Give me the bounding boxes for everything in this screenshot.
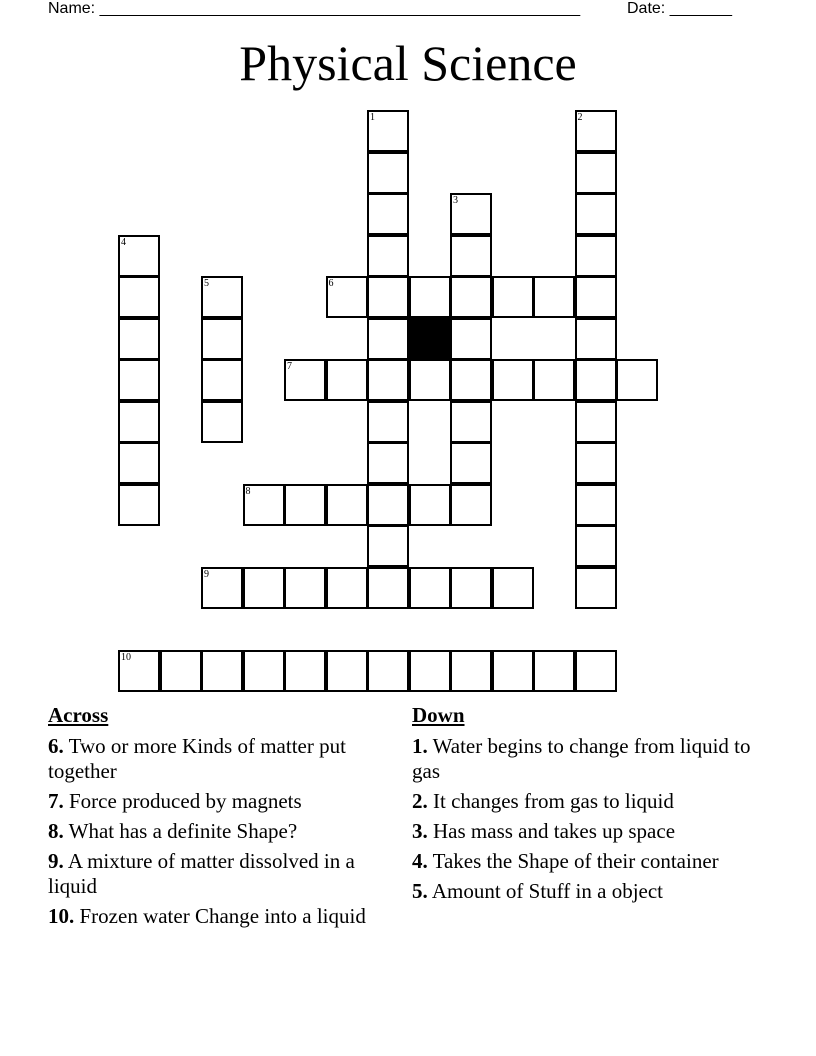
crossword-cell[interactable] [284, 484, 326, 526]
clue-number-label: 7 [287, 361, 292, 372]
crossword-cell[interactable] [118, 276, 160, 318]
crossword-cell[interactable] [367, 193, 409, 235]
clue-number: 7. [48, 789, 64, 813]
crossword-cell[interactable] [367, 442, 409, 484]
clue-number-label: 1 [370, 112, 375, 123]
crossword-cell[interactable] [243, 650, 285, 692]
crossword-cell[interactable] [450, 276, 492, 318]
crossword-cell[interactable] [450, 359, 492, 401]
crossword-cell[interactable] [367, 235, 409, 277]
crossword-cell[interactable] [492, 650, 534, 692]
clue-number: 10. [48, 904, 75, 928]
down-clues [412, 703, 762, 909]
crossword-cell[interactable] [492, 276, 534, 318]
crossword-cell[interactable] [326, 650, 368, 692]
clue-text: It changes from gas to liquid [433, 789, 674, 813]
crossword-cell[interactable] [367, 567, 409, 609]
clue-text: Water begins to change from liquid to gas [412, 734, 751, 783]
crossword-cell[interactable] [450, 484, 492, 526]
crossword-cell[interactable] [284, 650, 326, 692]
crossword-cell[interactable] [118, 359, 160, 401]
crossword-cell[interactable] [575, 152, 617, 194]
crossword-cell[interactable] [284, 567, 326, 609]
crossword-cell[interactable] [575, 193, 617, 235]
crossword-cell[interactable] [450, 193, 492, 235]
crossword-cell[interactable] [326, 276, 368, 318]
clue-number: 3. [412, 819, 428, 843]
crossword-cell[interactable] [201, 359, 243, 401]
down-heading: Down [412, 703, 465, 727]
crossword-cell[interactable] [409, 276, 451, 318]
clue-number: 5. [412, 879, 428, 903]
crossword-cell[interactable] [575, 401, 617, 443]
down-clue [412, 849, 762, 874]
across-clue [48, 789, 388, 814]
crossword-cell[interactable] [450, 567, 492, 609]
clue-number-label: 2 [577, 112, 583, 123]
clue-number: 6. [48, 734, 64, 758]
clue-number: 1. [412, 734, 428, 758]
crossword-cell[interactable] [575, 484, 617, 526]
clue-number-label: 6 [328, 278, 334, 289]
crossword-cell[interactable] [575, 235, 617, 277]
down-clue [412, 789, 762, 814]
clue-number-label: 5 [204, 278, 209, 289]
across-heading: Across [48, 703, 109, 727]
across-clue [48, 734, 388, 784]
crossword-cell[interactable] [450, 650, 492, 692]
crossword-cell[interactable] [160, 650, 202, 692]
clue-number-label: 10 [121, 651, 131, 663]
crossword-cell[interactable] [575, 110, 617, 152]
crossword-cell[interactable] [533, 650, 575, 692]
crossword-cell[interactable] [118, 235, 160, 277]
crossword-cell[interactable] [367, 276, 409, 318]
crossword-cell[interactable] [450, 318, 492, 360]
date-line[interactable]: Date: _______ [627, 0, 732, 17]
clue-text: A mixture of matter dissolved in a liquid [48, 849, 355, 898]
clue-number: 2. [412, 789, 428, 813]
clue-text: What has a definite Shape? [68, 819, 298, 843]
clue-text: Has mass and takes up space [433, 819, 676, 843]
down-clue [412, 734, 762, 784]
crossword-cell[interactable] [118, 401, 160, 443]
crossword-cell[interactable] [409, 650, 451, 692]
clue-text: Two or more Kinds of matter put together [48, 734, 346, 783]
black-square [409, 318, 451, 360]
clue-text: Force produced by magnets [69, 789, 302, 813]
crossword-cell[interactable] [450, 442, 492, 484]
crossword-cell[interactable] [409, 359, 451, 401]
crossword-cell[interactable] [492, 567, 534, 609]
crossword-cell[interactable] [492, 359, 534, 401]
clue-number: 9. [48, 849, 64, 873]
crossword-cell[interactable] [616, 359, 658, 401]
crossword-cell[interactable] [575, 650, 617, 692]
crossword-cell[interactable] [367, 152, 409, 194]
crossword-cell[interactable] [326, 359, 368, 401]
clue-text: Frozen water Change into a liquid [79, 904, 366, 928]
crossword-cell[interactable] [367, 110, 409, 152]
across-clue [48, 819, 388, 844]
crossword-cell[interactable] [284, 359, 326, 401]
crossword-cell[interactable] [201, 318, 243, 360]
crossword-cell[interactable] [201, 276, 243, 318]
crossword-cell[interactable] [533, 359, 575, 401]
crossword-cell[interactable] [575, 525, 617, 567]
crossword-cell[interactable] [575, 442, 617, 484]
across-clue [48, 904, 388, 929]
crossword-cell[interactable] [409, 567, 451, 609]
crossword-cell[interactable] [575, 359, 617, 401]
crossword-cell[interactable] [326, 484, 368, 526]
clue-number-label: 9 [204, 568, 209, 580]
clue-text: Amount of Stuff in a object [431, 879, 664, 903]
down-clue [412, 879, 762, 904]
clue-number-label: 4 [121, 236, 126, 248]
crossword-cell[interactable] [201, 401, 243, 443]
crossword-cell[interactable] [326, 567, 368, 609]
name-line[interactable]: Name: ______________________________________________________ [48, 0, 581, 17]
crossword-cell[interactable] [118, 650, 160, 692]
crossword-cell[interactable] [201, 650, 243, 692]
crossword-cell[interactable] [118, 318, 160, 360]
across-clues [48, 703, 388, 934]
crossword-cell[interactable] [201, 567, 243, 609]
clue-number: 8. [48, 819, 64, 843]
crossword-cell[interactable] [450, 401, 492, 443]
crossword-cell[interactable] [450, 235, 492, 277]
crossword-cell[interactable] [367, 359, 409, 401]
down-clue [412, 819, 762, 844]
crossword-cell[interactable] [367, 484, 409, 526]
crossword-cell[interactable] [243, 567, 285, 609]
crossword-cell[interactable] [575, 276, 617, 318]
crossword-cell[interactable] [367, 318, 409, 360]
across-clue [48, 849, 388, 899]
clue-number: 4. [412, 849, 428, 873]
crossword-cell[interactable] [367, 401, 409, 443]
crossword-cell[interactable] [118, 484, 160, 526]
crossword-cell[interactable] [243, 484, 285, 526]
crossword-cell[interactable] [367, 525, 409, 567]
crossword-cell[interactable] [575, 567, 617, 609]
crossword-cell[interactable] [118, 442, 160, 484]
crossword-cell[interactable] [409, 484, 451, 526]
crossword-cell[interactable] [575, 318, 617, 360]
crossword-cell[interactable] [533, 276, 575, 318]
crossword-cell[interactable] [367, 650, 409, 692]
clue-number-label: 3 [453, 195, 458, 206]
page-title: Physical Science [239, 35, 577, 91]
clue-number-label: 8 [245, 485, 251, 497]
clue-text: Takes the Shape of their container [432, 849, 719, 873]
